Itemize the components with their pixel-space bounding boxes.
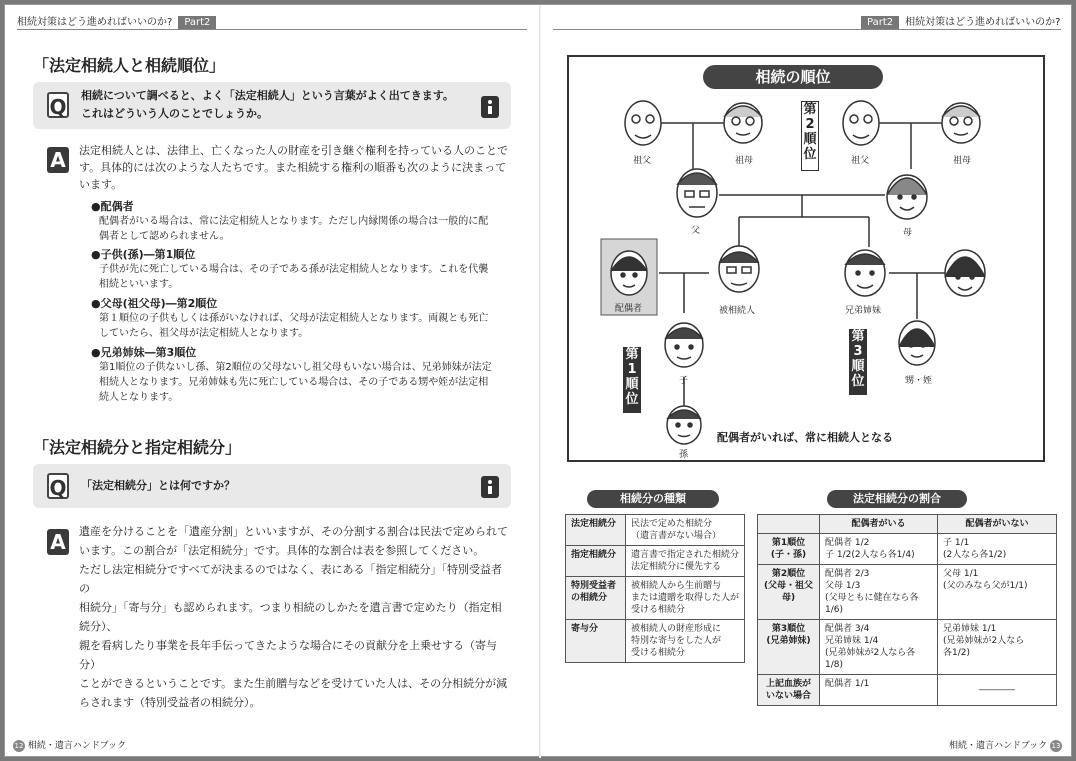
rank1-label: 第1順位: [623, 347, 641, 413]
inheritance-order-chart: [567, 55, 1045, 462]
table-row: [566, 577, 745, 620]
ratio-table: [757, 514, 1057, 706]
table-cell: [938, 534, 1057, 565]
answer-line: 相続分」「寄与分」も認められます。つまり相続のしかたを遺言書で定めたり（指定相続分）、: [79, 601, 502, 633]
item-heading: ●子供(孫)―第1順位: [91, 248, 196, 261]
section-title-shares: 「法定相続分と指定相続分」: [33, 438, 242, 457]
right-footer: [949, 738, 1062, 752]
answer-line: す。具体的には次のような人たちです。また相続する権利の順番も次のように決まって: [79, 161, 507, 174]
cell-line: 上記血族が: [765, 679, 811, 689]
footer-text: 相続・遺言ハンドブック: [27, 741, 126, 751]
chart-title: 相続の順位: [703, 65, 883, 89]
label-siblings: 兄弟姉妹: [845, 306, 882, 316]
table-row: [758, 534, 1057, 565]
answer-line: らされます（特別受益者の相続分）。: [79, 696, 261, 709]
cell-line: (兄弟姉妹): [766, 636, 811, 646]
deceased-face: [719, 246, 759, 292]
grandfather-right-face: [843, 101, 879, 145]
info-icon: [481, 476, 499, 498]
grandmother-left-face: [724, 103, 762, 143]
label-spouse: 配偶者: [615, 304, 643, 314]
item-line: 第１順位の子供もしくは孫がいなければ、父母が法定相続人となります。両親とも死亡: [99, 313, 489, 324]
table-cell: [758, 565, 820, 620]
types-table-title: 相続分の種類: [587, 490, 719, 508]
page-number: 13: [1051, 741, 1061, 750]
running-head-text: 相続対策はどう進めればいいのか?: [17, 17, 173, 28]
cell-line: 民法で定めた相続分: [631, 519, 713, 529]
cell-line: 子 1/1: [943, 538, 970, 548]
table-cell: [626, 620, 745, 663]
cell-line: 法定相続分に優先する: [631, 562, 722, 572]
cell-line: 被相続人の財産形成に: [631, 624, 722, 634]
item-line: 第1順位の子供ないし孫、第2順位の父母ないし祖父母もいない場合は、兄弟姉妹が法定: [99, 362, 492, 373]
table-cell: 法定相続分: [566, 515, 626, 546]
rank2-label: 第2順位: [801, 101, 819, 171]
cell-line: 兄弟姉妹 1/4: [825, 636, 879, 646]
cell-line: 被相続人から生前贈与: [631, 581, 722, 591]
table-cell: [758, 620, 820, 675]
table-cell: [626, 515, 745, 546]
question-line: 相続について調べると、よく「法定相続人」という言葉がよく出てきます。: [81, 89, 454, 102]
table-row: [566, 546, 745, 577]
grandfather-left-face: [625, 101, 661, 145]
running-head-text: 相続対策はどう進めればいいのか?: [905, 17, 1061, 28]
grandmother-right-face: [942, 103, 980, 143]
nephew-niece-face: [899, 321, 935, 365]
cell-line: いない場合: [765, 691, 811, 701]
page-number: 12: [14, 741, 24, 750]
cell-line: 父母 1/1: [943, 569, 979, 579]
item-line: 子供が先に死亡している場合は、その子である孫が法定相続人となります。これを代襲: [99, 264, 489, 275]
table-cell: 寄与分: [566, 620, 626, 663]
answer-line: ただし法定相続分ですべてが決まるのではなく、表にある「指定相続分」「特別受益者の: [79, 563, 503, 595]
question-box-2: [33, 464, 511, 508]
answer-line: 親を看病したり事業を長年手伝ってきたような場合にその貢献分を上乗せする（寄与分）: [79, 639, 497, 671]
answer-text: [79, 522, 511, 712]
cell-line: 受ける相続分: [631, 648, 686, 658]
q-mark: Q: [47, 473, 69, 499]
a-mark: A: [47, 529, 69, 555]
table-row: [758, 620, 1057, 675]
part-badge: Part2: [861, 16, 899, 29]
column-header: 配偶者がいない: [938, 515, 1057, 534]
gutter: [539, 5, 541, 758]
sibling-spouse-face: [945, 250, 985, 296]
chart-note: 配偶者がいれば、常に相続人となる: [717, 431, 893, 444]
answer-text: [79, 142, 511, 193]
cell-line: 第2順位: [771, 569, 806, 579]
table-cell: ――――: [938, 675, 1057, 706]
cell-line: 受ける相続分: [631, 605, 686, 615]
cell-line: (父母・祖父母): [763, 581, 814, 603]
item-line: 偶者として認められません。: [99, 231, 230, 242]
sibling-face: [845, 250, 885, 296]
label-father: 父: [691, 226, 701, 236]
cell-line: (父母ともに健在なら各1/6): [825, 593, 919, 615]
cell-line: 配偶者 2/3: [825, 569, 870, 579]
answer-line: います。: [79, 178, 123, 191]
answer-line: 法定相続人とは、法律上、亡くなった人の財産を引き継ぐ権利を持っている人のことで: [79, 144, 508, 157]
label-grandchild: 孫: [679, 450, 689, 460]
column-header: [758, 515, 820, 534]
cell-line: (子・孫): [770, 550, 807, 560]
table-cell: [626, 577, 745, 620]
section-title-heirs: 「法定相続人と相続順位」: [33, 56, 226, 75]
question-line: これはどういう人のことでしょうか。: [81, 107, 268, 120]
table-row: [566, 620, 745, 663]
cell-line: 遺言書で指定された相続分: [631, 550, 740, 560]
right-running-head: [861, 13, 1060, 29]
book-spread: [4, 4, 1072, 757]
q-mark: Q: [47, 92, 69, 118]
table-cell: [820, 565, 938, 620]
label-mother: 母: [903, 228, 913, 238]
cell-line: 配偶者 3/4: [825, 624, 870, 634]
left-running-head: [17, 13, 216, 29]
table-cell: 特別受益者の相続分: [566, 577, 626, 620]
table-cell: 指定相続分: [566, 546, 626, 577]
a-mark: A: [47, 147, 69, 173]
label-grandmother-right: 祖母: [953, 156, 972, 166]
table-row: [566, 515, 745, 546]
types-table: [565, 514, 745, 663]
rank3-label: 第3順位: [849, 329, 867, 395]
ratio-table-title: 法定相続分の割合: [827, 490, 967, 508]
cell-line: 各1/2): [943, 648, 970, 658]
label-nephew-niece: 甥・姪: [905, 376, 933, 386]
table-header-row: [758, 515, 1057, 534]
table-cell: [758, 534, 820, 565]
cell-line: (兄弟姉妹が2人なら各1/8): [825, 648, 916, 670]
answer-line: 遺産を分けることを「遺産分割」といいますが、その分割する割合は民法で定められて: [79, 525, 508, 538]
cell-line: 子 1/2(2人なら各1/4): [825, 550, 915, 560]
cell-line: (2人なら各1/2): [943, 550, 1007, 560]
cell-line: 父母 1/3: [825, 581, 861, 591]
item-line: 続人となります。: [99, 392, 179, 403]
table-row: [758, 675, 1057, 706]
label-grandfather-right: 祖父: [851, 156, 870, 166]
answer-line: ことができるということです。また生前贈与などを受けていた人は、その分相続分が減: [79, 677, 508, 690]
cell-line: または遺贈を取得した人が: [631, 593, 740, 603]
item-line: 配偶者がいる場合は、常に法定相続人となります。ただし内縁関係の場合は一般的に配: [99, 216, 489, 227]
item-children: [91, 247, 511, 292]
label-grandfather-left: 祖父: [633, 156, 652, 166]
cell-line: （遺言書がない場合）: [631, 531, 722, 541]
item-siblings: [91, 345, 511, 405]
table-cell: [938, 620, 1057, 675]
answer-line: います。この割合が「法定相続分」です。具体的な割合は表を参照してください。: [79, 544, 485, 557]
table-row: [758, 565, 1057, 620]
item-line: していたら、祖父母が法定相続人となります。: [99, 328, 309, 339]
header-rule: [553, 29, 1061, 30]
item-heading: ●配偶者: [91, 200, 134, 213]
table-cell: [820, 675, 938, 706]
mother-face: [887, 175, 927, 219]
spouse-face: [611, 251, 647, 295]
table-cell: [820, 534, 938, 565]
item-line: 相続といいます。: [99, 279, 179, 290]
cell-line: 配偶者 1/1: [825, 679, 870, 689]
header-rule: [17, 29, 527, 30]
footer-text: 相続・遺言ハンドブック: [949, 741, 1048, 751]
cell-line: 特別な寄与をした人が: [631, 636, 722, 646]
cell-line: 配偶者 1/2: [825, 538, 870, 548]
father-face: [677, 169, 717, 217]
item-heading: ●兄弟姉妹―第3順位: [91, 346, 197, 359]
left-footer: [13, 738, 126, 752]
item-heading: ●父母(祖父母)―第2順位: [91, 297, 218, 310]
table-cell: [820, 620, 938, 675]
cell-line: (父のみなら父が1/1): [943, 581, 1028, 591]
cell-line: 兄弟姉妹 1/1: [943, 624, 997, 634]
label-child: 子: [679, 376, 689, 386]
cell-line: (兄弟姉妹が2人なら: [943, 636, 1025, 646]
label-deceased: 被相続人: [719, 306, 756, 316]
cell-line: 第3順位: [771, 624, 806, 634]
question-box-1: [33, 82, 511, 129]
part-badge: Part2: [178, 16, 216, 29]
item-line: 相続人となります。兄弟姉妹も先に死亡している場合は、その子である甥や姪が法定相: [99, 377, 489, 388]
cell-line: 第1順位: [771, 538, 806, 548]
table-cell: [938, 565, 1057, 620]
item-spouse: [91, 199, 511, 244]
grandchild-face: [667, 406, 701, 444]
column-header: 配偶者がいる: [820, 515, 938, 534]
table-cell: [758, 675, 820, 706]
table-cell: [626, 546, 745, 577]
question-text: [81, 87, 454, 123]
info-icon: [481, 96, 499, 118]
question-text: 「法定相続分」とは何ですか？: [81, 479, 235, 492]
item-parents: [91, 296, 511, 341]
child-face: [665, 323, 703, 367]
label-grandmother-left: 祖母: [735, 156, 754, 166]
